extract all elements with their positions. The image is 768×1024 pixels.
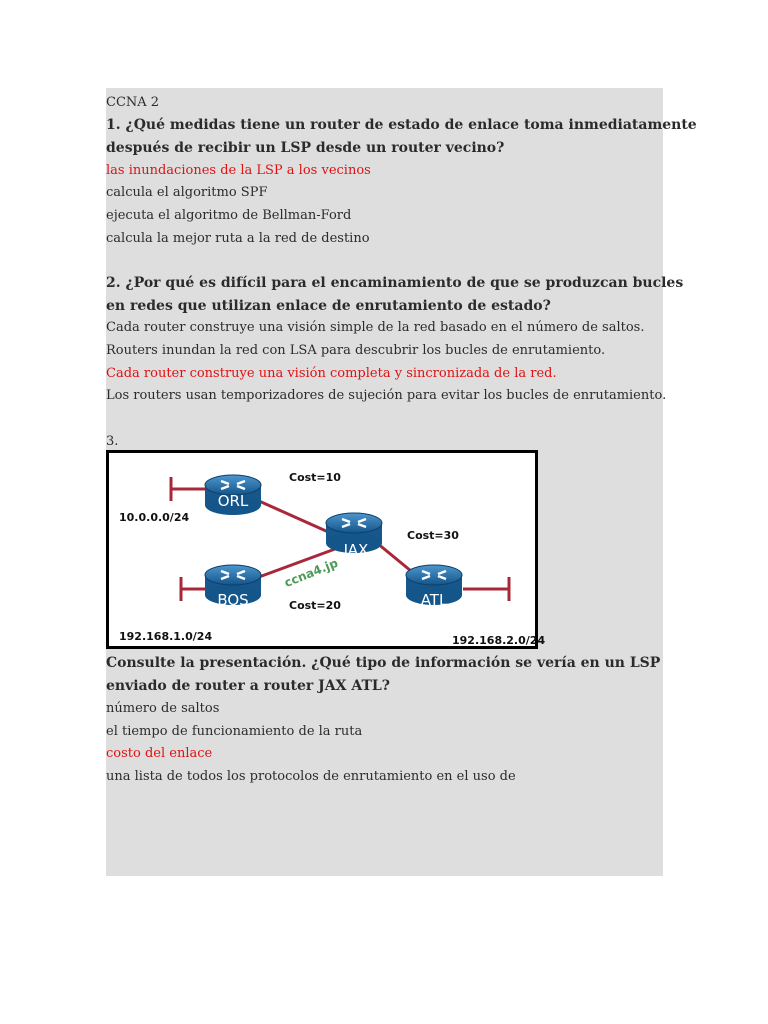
- question-3-option-b: el tiempo de funcionamiento de la ruta: [106, 724, 363, 739]
- watermark: ccna4.jp: [282, 555, 340, 591]
- bos-lan-segment: [181, 577, 209, 601]
- network-bos-label: 192.168.1.0/24: [119, 630, 213, 643]
- question-2-option-b: Routers inundan la red con LSA para descubrir los bucles de enrutamiento.: [106, 343, 606, 358]
- cost-bos-jax-label: Cost=20: [289, 599, 341, 612]
- link-orl-jax: [259, 501, 335, 535]
- router-bos-label: BOS: [217, 591, 249, 609]
- question-3-line-2: enviado de router a router JAX ATL?: [106, 678, 390, 694]
- network-orl-label: 10.0.0.0/24: [119, 511, 190, 524]
- router-jax-label: JAX: [343, 541, 369, 559]
- question-3-option-d: una lista de todos los protocolos de enrutamiento en el uso de: [106, 769, 516, 784]
- router-orl-label: ORL: [217, 492, 249, 510]
- question-2-option-a: Cada router construye una visión simple de la red basado en el número de saltos.: [106, 320, 645, 335]
- document-title: CCNA 2: [106, 95, 160, 110]
- router-atl-label: ATL: [420, 591, 448, 609]
- orl-lan-segment: [171, 477, 207, 501]
- question-1-option-b: calcula el algoritmo SPF: [106, 185, 268, 200]
- atl-lan-segment: [463, 577, 509, 601]
- question-2-option-c-correct: Cada router construye una visión completa y sincronizada de la red.: [106, 366, 557, 381]
- question-2-option-d: Los routers usan temporizadores de sujeción para evitar los bucles de enrutamiento.: [106, 388, 667, 403]
- question-3-option-a: número de saltos: [106, 701, 220, 716]
- question-3-option-c-correct: costo del enlace: [106, 746, 213, 761]
- network-exhibit: [106, 450, 546, 649]
- question-3-line-1: Consulte la presentación. ¿Qué tipo de información se vería en un LSP: [106, 655, 661, 671]
- question-3-number: 3.: [106, 434, 119, 449]
- cost-orl-jax-label: Cost=10: [289, 471, 341, 484]
- network-atl-label: 192.168.2.0/24: [452, 634, 546, 647]
- question-1-option-a-correct: las inundaciones de la LSP a los vecinos: [106, 163, 371, 178]
- question-1-line-1: 1. ¿Qué medidas tiene un router de estado de enlace toma inmediatamente: [106, 117, 697, 133]
- cost-jax-atl-label: Cost=30: [407, 529, 459, 542]
- network-topology-diagram: [109, 453, 546, 647]
- link-jax-atl: [377, 543, 411, 571]
- question-1-option-c: ejecuta el algoritmo de Bellman-Ford: [106, 208, 352, 223]
- question-2-line-1: 2. ¿Por qué es difícil para el encaminamiento de que se produzcan bucles: [106, 275, 684, 291]
- question-1-option-d: calcula la mejor ruta a la red de destino: [106, 231, 370, 246]
- question-2-line-2: en redes que utilizan enlace de enrutamiento de estado?: [106, 298, 551, 314]
- question-1-line-2: después de recibir un LSP desde un router vecino?: [106, 140, 505, 156]
